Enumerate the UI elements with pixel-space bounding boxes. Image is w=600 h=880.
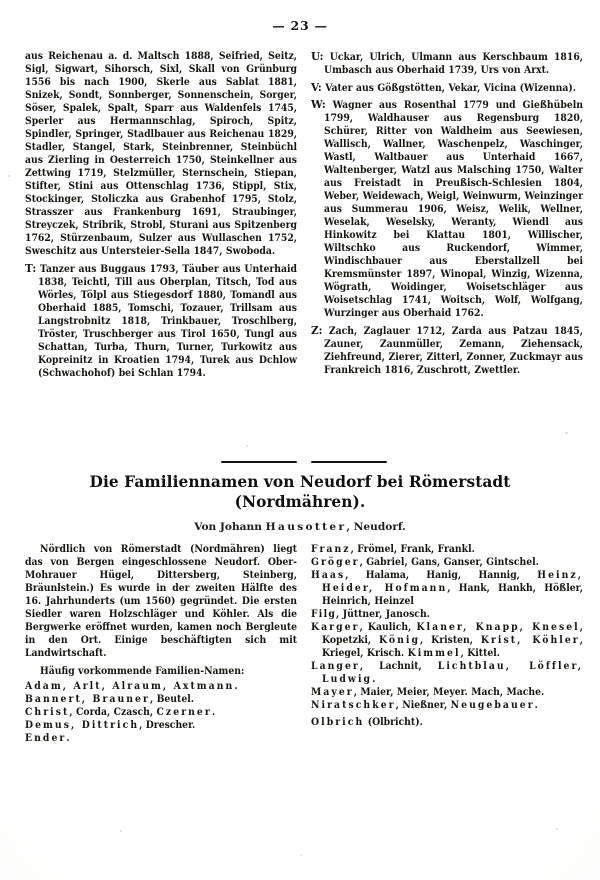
name-list-right bbox=[311, 543, 583, 729]
name-plain: (Olbricht). bbox=[364, 716, 423, 728]
name-plain: , Jüttner, Janosch. bbox=[336, 608, 430, 620]
byline-prefix: Von Johann bbox=[194, 521, 266, 533]
index-letter-W: W: bbox=[311, 97, 326, 111]
name-plain: , Kopetzki, bbox=[322, 621, 583, 646]
index-right-text bbox=[311, 50, 583, 377]
name-spaced: Heinz, Heider, Hofmann bbox=[322, 569, 583, 594]
name-spaced: Lichtblau, Löffler, Ludwig bbox=[322, 660, 583, 685]
name-plain: , Maier, Meier, Meyer. Mach, Mache. bbox=[353, 686, 545, 698]
article-title bbox=[20, 472, 580, 512]
index-entry-T bbox=[25, 262, 297, 380]
index-entry-Z bbox=[311, 324, 583, 377]
name-plain: . bbox=[534, 699, 538, 711]
name-spaced: König bbox=[378, 634, 421, 646]
name-plain: . bbox=[211, 706, 216, 718]
name-spaced: Christ bbox=[25, 706, 70, 718]
surname-index-section bbox=[25, 50, 586, 383]
name-spaced: Niratschker bbox=[311, 699, 396, 711]
name-list-left bbox=[25, 680, 297, 745]
index-left-column bbox=[25, 50, 297, 383]
name-plain: , Drescher. bbox=[139, 719, 196, 731]
name-spaced: Filg bbox=[311, 608, 337, 620]
name-spaced: Demus, Dittrich bbox=[25, 719, 140, 731]
name-plain: , Kittel. bbox=[460, 647, 500, 659]
name-list-item bbox=[311, 556, 583, 569]
section-divider-right bbox=[311, 448, 583, 467]
article-right-column bbox=[311, 543, 583, 745]
article-byline bbox=[20, 521, 580, 533]
index-letter-U: U: bbox=[311, 49, 324, 63]
name-plain: , Kaulich, bbox=[359, 621, 417, 633]
byline-author: Hausotter bbox=[265, 521, 347, 533]
name-plain: , Kristen, bbox=[420, 634, 481, 646]
index-names-V: Vater aus Gößgstötten, Vekar, Vicina (Wizenna). bbox=[325, 81, 577, 94]
page-number: — 23 — bbox=[272, 18, 328, 33]
name-spaced: Klaner, Knapp, Knesel bbox=[416, 621, 580, 633]
name-list-item bbox=[25, 732, 297, 745]
name-spaced: Langer bbox=[311, 660, 360, 672]
name-list-item bbox=[311, 621, 583, 660]
name-plain: . bbox=[66, 732, 70, 744]
index-letter-Z: Z: bbox=[311, 322, 323, 337]
article-left-column bbox=[25, 543, 297, 745]
intro-paragraph-2: Häufig vorkommende Familien-Namen: bbox=[40, 665, 245, 677]
name-spaced: Neugebauer bbox=[450, 699, 535, 711]
index-entry-V bbox=[311, 81, 583, 95]
index-entry-U bbox=[311, 50, 583, 77]
name-plain: , Hank, Hankh, Hößler, Heinrich, Heinzel bbox=[322, 582, 583, 607]
name-plain: , Beutel. bbox=[149, 693, 194, 705]
name-spaced: Krist, Köhler bbox=[480, 634, 580, 646]
name-plain: . bbox=[234, 680, 238, 692]
name-plain: , Halama, Hanig, Hannig, bbox=[345, 569, 538, 581]
name-plain: , Frömel, Frank, Frankl. bbox=[350, 543, 475, 555]
name-list-item bbox=[311, 569, 583, 608]
intro-paragraph-1: Nördlich von Römerstadt (Nordmähren) liegt das von Bergen eingeschlossene Neudorf. Ober-Mohrauer Hügel, Dittersberg, Steinberg, Bräunlstein.) Es wurde in der zweiten Hälfte des 16. Jahrhunderts (um 1560) gegründet. Die ersten Siedler waren Holzschläger und Köhler. Als die Bergwerke eröffnet wurden, kamen noch Bergleute in den Ort. Einige beschäftigten sich mit Landwirtschaft. bbox=[25, 543, 297, 659]
index-right-column bbox=[311, 50, 583, 383]
index-names-U: Uckar, Ulrich, Ulmann aus Kerschbaum 1816, Umbasch aus Oberhaid 1739, Urs von Arxt. bbox=[324, 51, 583, 76]
name-spaced: Bannert, Brauner bbox=[25, 693, 150, 705]
article-body-section bbox=[25, 543, 586, 745]
name-spaced: Ender bbox=[25, 732, 67, 744]
name-spaced: Adam, Arlt, Alraum, Axtmann bbox=[25, 680, 235, 692]
name-plain: , Corda, Czasch, bbox=[69, 706, 157, 718]
index-letter-T: T: bbox=[25, 260, 37, 275]
byline-suffix: , Neudorf. bbox=[346, 521, 406, 533]
name-list-item bbox=[25, 719, 297, 732]
name-spaced: Czerner bbox=[156, 706, 212, 718]
index-names-Z: Zach, Zaglauer 1712, Zarda aus Patzau 1845, Zauner, Zaunmüller, Zemann, Ziehensack, Ziehfreund, Zierer, Zitterl, Zonner, Zuckmayr aus Frankreich 1816, Zuschrott, Zwettler. bbox=[324, 324, 583, 376]
index-letter-V: V: bbox=[311, 79, 322, 94]
name-spaced: Franz bbox=[311, 543, 351, 555]
name-plain: , Gabriel, Gans, Ganser, Gintschel. bbox=[359, 556, 539, 568]
name-list-item bbox=[25, 680, 297, 693]
name-spaced: Olbrich bbox=[311, 716, 365, 728]
section-divider-left bbox=[25, 448, 297, 467]
name-list-item bbox=[25, 706, 297, 719]
name-spaced: Mayer bbox=[311, 686, 354, 698]
name-plain: , Nießner, bbox=[395, 699, 451, 711]
name-list-item bbox=[311, 716, 583, 729]
name-spaced: Gröger bbox=[311, 556, 360, 568]
article-title-line1: Die Familiennamen von Neudorf bei Römerstadt bbox=[89, 473, 511, 491]
continued-paragraph: aus Reichenau a. d. Maltsch 1888, Seifried, Seitz, Sigl, Sigwart, Sihorsch, Sixl, Skall von Grünburg 1556 bis nach 1900, Skerle aus Sablat 1881, Snizek, Sondt, Sonnberger, Sonnenschein, Sorger, Söser, Spalek, Spalt, Sparr aus Waldenfels 1745, Sperler aus Hermannschlag, Spiroch, Spitz, Spindler, Springer, Stadlbauer aus Reichenau 1829, Stadler, Stangel, Stark, Steinbrenner, Steinbüchl aus Zierling in Oesterreich 1750, Steinkellner aus Zettwing 1719, Stelzmüller, Sternschein, Stiepan, Stifter, Stini aus Ottenschlag 1736, Stippl, Stix, Stockinger, Stoliczka aus Grabenhof 1795, Stolz, Strasszer aus Frankenburg 1691, Straubinger, Streyczek, Stribrik, Strobl, Sturani aus Spitzenberg 1762, Stürzenbaum, Sulzer aus Wullaschen 1752, Sweschitz aus Untersteier-Sella 1847, Swoboda. bbox=[25, 50, 297, 257]
name-list-item bbox=[311, 660, 583, 686]
divider-rule bbox=[221, 461, 297, 463]
article-left-text bbox=[25, 543, 297, 745]
name-spaced: Karger bbox=[311, 621, 360, 633]
name-list-item bbox=[311, 543, 583, 556]
index-names-W: Wagner aus Rosenthal 1779 und Gießhübeln 1799, Waldhauser aus Regensburg 1820, Schürer, Ritter von Waldheim aus Seewiesen, Wallisch, Wallner, Waschenpelz, Waschinger, Wastl, Waltbauer aus Unterhaid 1667, Waltenberger, Watzl aus Malsching 1750, Walter aus Freistadt in Preußisch-Schlesien 1804, Weber, Weidewach, Weigl, Weinwurm, Weinzinger aus Summerau 1906, Weisz, Welik, Wellner, Weselak, Weselsky, Weranty, Wiendl aus Hinkowitz bei Klattau 1801, Willischer, Wiltschko aus Ruckendorf, Wimmer, Windischbauer aus Eberstallzell bei Kremsmünster 1897, Winopal, Winzig, Wizenna, Wögrath, Woidinger, Woisetschläger aus Woisetschlag 1741, Woitsch, Wolf, Wolfgang, Wurzinger aus Oberhaid 1762. bbox=[324, 99, 583, 319]
name-list-item bbox=[311, 699, 583, 712]
name-plain: . bbox=[372, 673, 376, 685]
index-left-text bbox=[25, 50, 297, 380]
name-plain: , Lachnit, bbox=[359, 660, 438, 672]
divider-rule bbox=[311, 461, 387, 463]
name-spaced: Haas bbox=[311, 569, 346, 581]
index-names-T: Tanzer aus Buggaus 1793, Täuber aus Unterhaid 1838, Teichtl, Till aus Oberplan, Titsch, Tod aus Wörles, Tölpl aus Stiegesdorf 1880, Tomandl aus Oberhaid 1885, Tomschi, Tozauer, Trillsam aus Langstrobnitz 1818, Trinkbauer, Troschlberg, Tröster, Truschberger aus Tirol 1650, Tungl aus Schattan, Turba, Thurn, Turner, Turkowitz aus Kopreinitz in Kroatien 1794, Turek aus Dchlow (Schwachohof) bei Schlan 1794. bbox=[38, 262, 297, 379]
index-entry-W bbox=[311, 98, 583, 320]
name-list-item bbox=[311, 686, 583, 699]
name-plain: , Kriegel, Krisch. bbox=[322, 634, 583, 659]
name-spaced: Kimmel bbox=[407, 647, 461, 659]
name-list-item bbox=[25, 693, 297, 706]
name-list-item bbox=[311, 608, 583, 621]
article-title-line2: (Nordmähren). bbox=[234, 493, 366, 511]
